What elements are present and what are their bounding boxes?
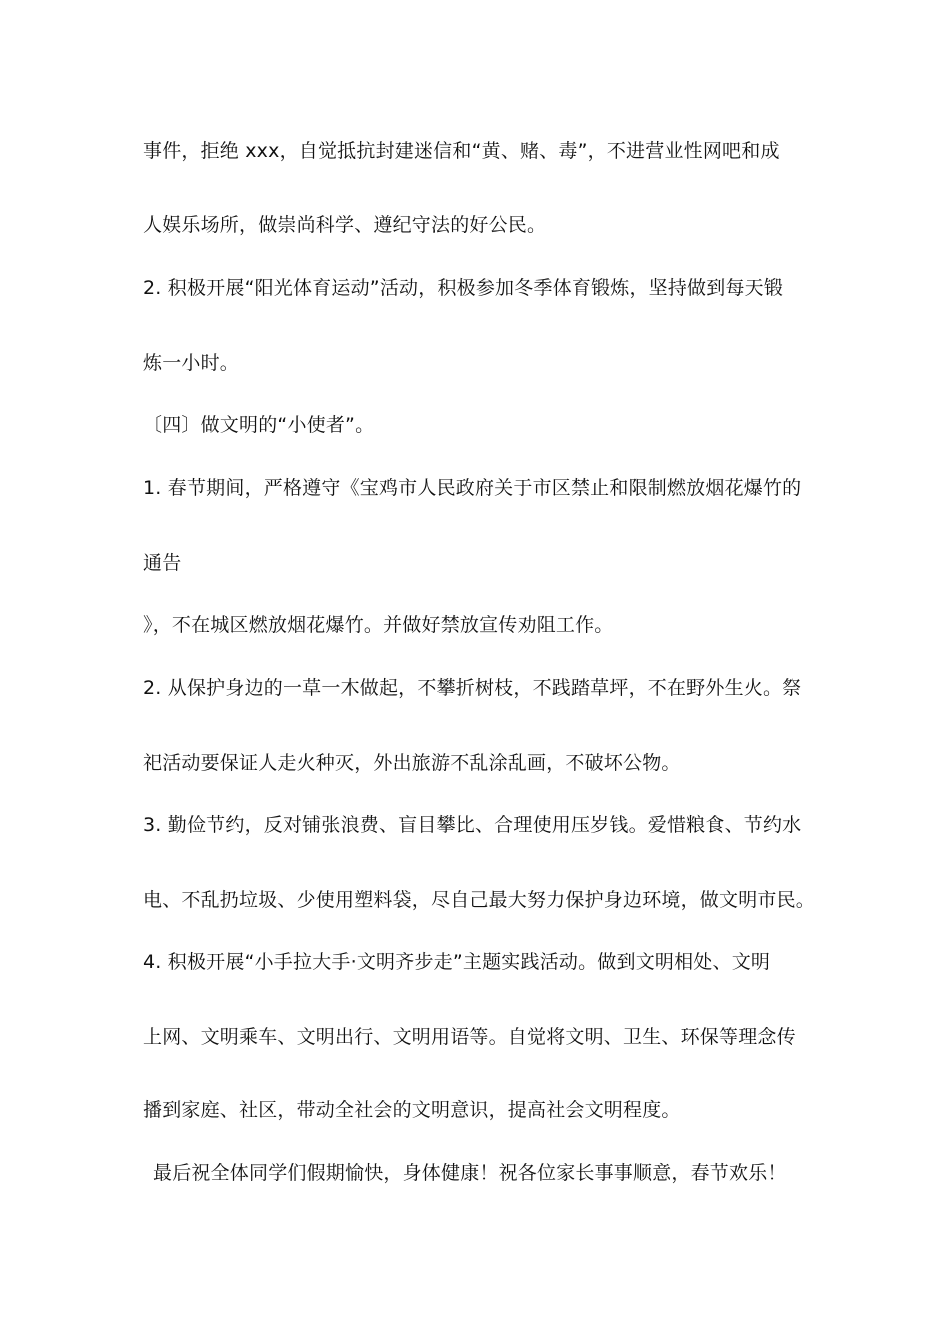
text-line-11: 3. 勤俭节约，反对铺张浪费、盲目攀比、合理使用压岁钱。爱惜粮食、节约水 xyxy=(143,814,802,836)
text-line-9: 2. 从保护身边的一草一木做起，不攀折树枝，不践踏草坪，不在野外生火。祭 xyxy=(143,677,802,699)
text-line-4: 炼一小时。 xyxy=(143,352,240,374)
section-heading: 〔四〕做文明的“小使者”。 xyxy=(143,414,375,436)
text-line-6: 1. 春节期间，严格遵守《宝鸡市人民政府关于市区禁止和限制燃放烟花爆竹的 xyxy=(143,477,802,499)
text-line-14: 上网、文明乘车、文明出行、文明用语等。自觉将文明、卫生、环保等理念传 xyxy=(143,1026,796,1048)
text-line-12: 电、不乱扔垃圾、少使用塑料袋，尽自己最大努力保护身边环境，做文明市民。 xyxy=(143,889,816,911)
text-line-3: 2. 积极开展“阳光体育运动”活动，积极参加冬季体育锻炼，坚持做到每天锻 xyxy=(143,277,784,299)
text-line-7: 通告 xyxy=(143,552,182,574)
closing-wishes: 最后祝全体同学们假期愉快，身体健康！祝各位家长事事顺意，春节欢乐！ xyxy=(153,1162,787,1184)
text-line-2: 人娱乐场所，做崇尚科学、遵纪守法的好公民。 xyxy=(143,214,547,236)
text-line-1: 事件，拒绝 xxx，自觉抵抗封建迷信和“黄、赌、毒”，不进营业性网吧和成 xyxy=(143,140,780,162)
text-line-13: 4. 积极开展“小手拉大手·文明齐步走”主题实践活动。做到文明相处、文明 xyxy=(143,951,771,973)
text-line-15: 播到家庭、社区，带动全社会的文明意识，提高社会文明程度。 xyxy=(143,1099,681,1121)
text-line-8: 》，不在城区燃放烟花爆竹。并做好禁放宣传劝阻工作。 xyxy=(143,614,614,636)
text-line-10: 祀活动要保证人走火种灭，外出旅游不乱涂乱画，不破坏公物。 xyxy=(143,752,681,774)
